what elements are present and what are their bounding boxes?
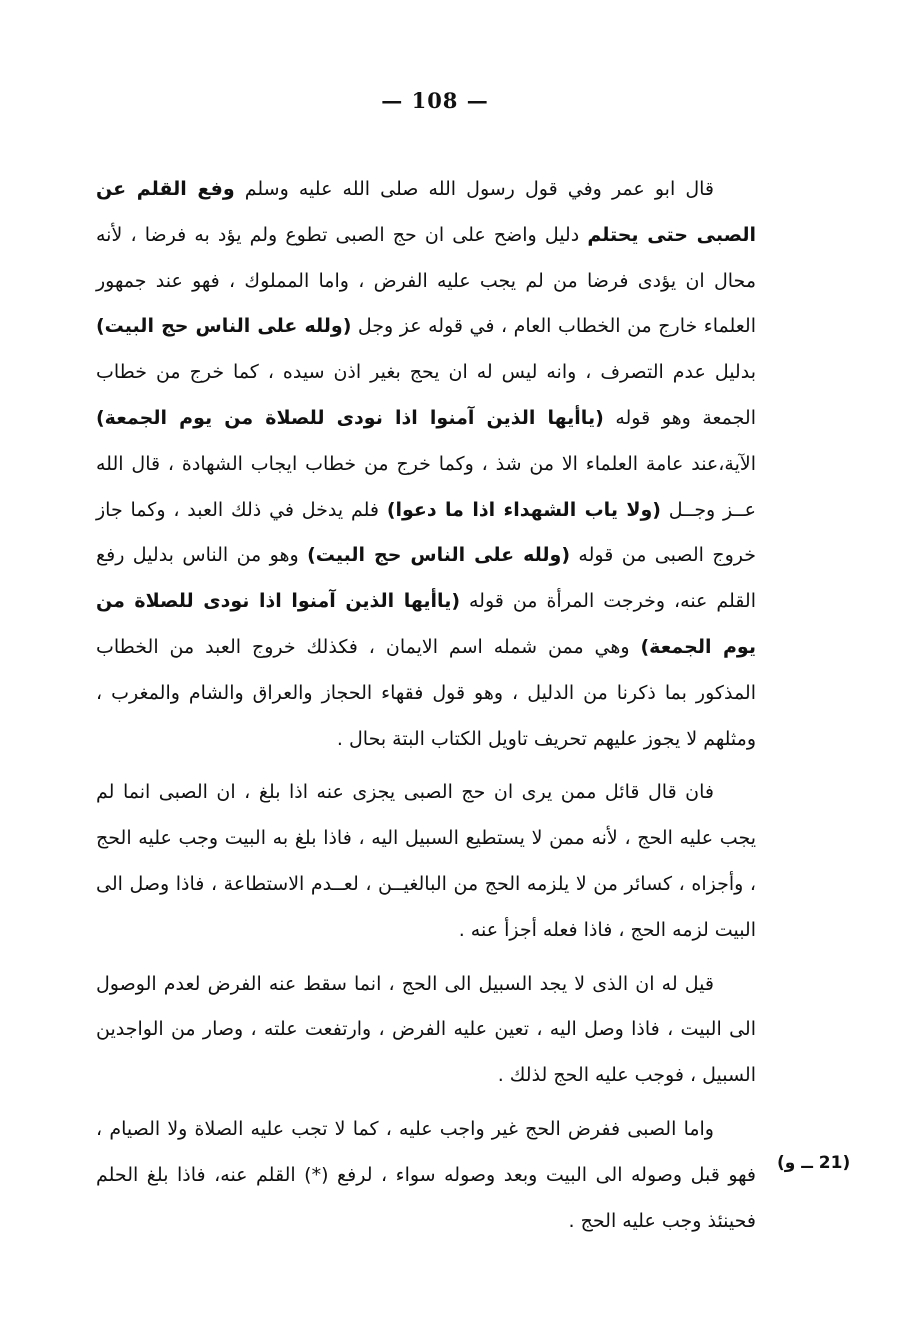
hadith-quote: وفع القلم عن الصبى حتى يحتلم <box>96 178 756 246</box>
quran-quote-jumuah: (ياأيها الذين آمنوا اذا نودى للصلاة من يوم الجمعة) <box>96 406 604 429</box>
paragraph-3: قيل له ان الذى لا يجد السبيل الى الحج ، انما سقط عنه الفرض لعدم الوصول الى البيت ، فاذا وصل اليه ، تعين عليه الفرض ، وارتفعت علته ، وصار من الواجدين السبيل ، فوجب عليه الحج لذلك . <box>96 972 756 1087</box>
paragraph-1-text-f: وهي ممن شمله اسم الايمان ، فكذلك خروج العبد من الخطاب المذكور بما ذكرنا من الدليل ، وهو قول فقهاء الحجاز والعراق والشام والمغرب ، ومثلهم لا يجوز عليهم تحريف تاويل الكتاب البتة بحال . <box>96 635 756 750</box>
paragraph-1-intro: قال ابو عمر وفي قول رسول الله صلى الله عليه وسلم <box>234 178 714 200</box>
paragraph-4: واما الصبى ففرض الحج غير واجب عليه ، كما لا تجب عليه الصلاة ولا الصيام ، فهو قبل وصوله الى البيت وبعد وصوله سواء ، لرفع (*) القلم عنه، فاذا بلغ الحلم فحينئذ وجب عليه الحج . <box>96 1117 756 1232</box>
paragraph-1-text-b: بدليل عدم التصرف ، وانه ليس له ان يحج بغير اذن سيده ، كما خرج من خطاب الجمعة وهو قوله <box>96 361 757 429</box>
margin-note: (21 ــ و) <box>777 1153 851 1173</box>
paragraph-1-text-c: الآية،عند عامة العلماء الا من شذ ، وكما خرج من خطاب ايجاب الشهادة ، قال الله عــز وجــل <box>96 452 756 521</box>
paragraph-1-text-d: فلم يدخل في ذلك العبد ، وكما جاز خروج الصبى من قوله <box>96 498 756 567</box>
paragraph-2: فان قال قائل ممن يرى ان حج الصبى يجزى عنه اذا بلغ ، ان الصبى انما لم يجب عليه الحج ، لأنه ممن لا يستطيع السبيل اليه ، فاذا بلغ به البيت وجب عليه الحج ، وأجزاه ، كسائر من لا يلزمه الحج من البالغيــن ، لعــدم الاستطاعة ، فاذا وصل الى البيت لزمه الحج ، فاذا فعله أجزأ عنه . <box>96 781 756 941</box>
quran-quote-hajj-2: (ولله على الناس حج البيت) <box>307 544 571 567</box>
paragraph-1-text-e: وهو من الناس بدليل رفع القلم عنه، وخرجت المرأة من قوله <box>96 544 756 613</box>
quran-quote-hajj: (ولله على الناس حج البيت) <box>96 315 352 338</box>
body-text <box>96 167 756 1244</box>
quran-quote-witnesses: (ولا ياب الشهداء اذا ما دعوا) <box>386 498 661 521</box>
paragraph-1 <box>96 167 756 762</box>
page-number: — 108 — <box>381 88 489 113</box>
quran-quote-jumuah-2: (ياأيها الذين آمنوا اذا نودى للصلاة من يوم الجمعة) <box>96 590 756 658</box>
paragraph-1-text-a: دليل واضح على ان حج الصبى تطوع ولم يؤد به فرضا ، لأنه محال ان يؤدى فرضا من لم يجب عليه الفرض ، واما المملوك ، فهو عند جمهور العلماء خارج من الخطاب العام ، في قوله عز وجل <box>96 223 756 338</box>
